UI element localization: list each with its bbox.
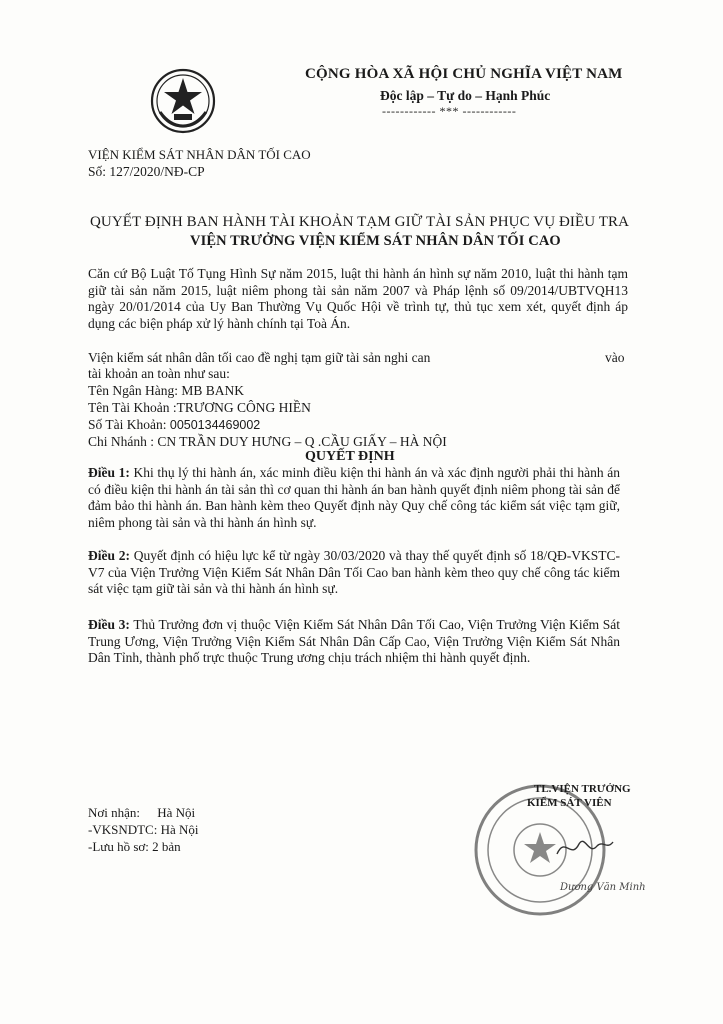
recipients-label: Nơi nhận: [88, 805, 141, 820]
article-2 [88, 548, 620, 598]
article-3-label: Điều 3: [88, 617, 130, 632]
bank-value: MB BANK [181, 383, 244, 398]
motto-divider: ------------ *** ------------ [382, 104, 517, 118]
request-text-line2: tài khoản an toàn như sau: [88, 366, 230, 381]
article-2-label: Điều 2: [88, 548, 130, 563]
article-3-text: Thủ Trưởng đơn vị thuộc Viện Kiểm Sát Nhân Dân Tối Cao, Viện Trưởng Viện Kiểm Sát Trung Ương, Viện Trưởng Viện Kiểm Sát Nhân Dân Cấp Cao, Viện Trưởng Viện Kiểm Sát Nhân Dân Tỉnh, thành phố trực thuộc Trung ương chịu trách nhiệm thi hành quyết định. [88, 617, 621, 665]
request-line [88, 350, 430, 366]
article-1-text: Khi thụ lý thi hành án, xác minh điều kiện thi hành án và xác định người phải thi hành án có điều kiện thi hành án tài sản thì cơ quan thi hành án ban hành quyết định niêm phong tài sản để đảm bảo thi hành án. Ban hành kèm theo Quyết định này Quy chế công tác kiểm sát việc tạm giữ, niêm phong tài sản và thi hành án hình sự. [88, 465, 621, 530]
branch-label: Chi Nhánh [88, 434, 147, 449]
article-3 [88, 617, 620, 667]
decision-title: QUYẾT ĐỊNH BAN HÀNH TÀI KHOẢN TẠM GIỮ TÀI SẢN PHỤC VỤ ĐIỀU TRA [90, 214, 630, 230]
recipient-third: -Lưu hồ sơ: 2 bản [88, 839, 181, 854]
branch-row [88, 434, 447, 450]
decision-heading: QUYẾT ĐỊNH [305, 449, 395, 464]
article-1-label: Điều 1: [88, 465, 130, 480]
bank-label: Tên Ngân Hàng: [88, 383, 178, 398]
account-name-value: TRƯƠNG CÔNG HIỀN [176, 400, 311, 415]
branch-value: : CN TRẦN DUY HƯNG – Q .CẦU GIẤY – HÀ NỘI [150, 434, 447, 449]
preamble-paragraph: Căn cứ Bộ Luật Tố Tụng Hình Sự năm 2015, luật thi hành án hình sự năm 2010, luật thi hành tạm giữ tài sản năm 2015, luật niêm phong tài sản năm 2007 và Pháp lệnh số 09/2014/UBTVQH13 ngày 20/01/2014 của Uy Ban Thường Vụ Quốc Hội về trình tự, thủ tục xem xét, quyết định áp dụng các biện pháp xử lý hành chính tại Toà Án. [88, 266, 628, 331]
account-number-row [88, 417, 260, 433]
issuer-title: VIỆN TRƯỞNG VIỆN KIỂM SÁT NHÂN DÂN TỐI CAO [190, 233, 561, 249]
recipient-second: -VKSNDTC: Hà Nội [88, 822, 199, 837]
article-1 [88, 465, 620, 531]
account-name-label: Tên Tài Khoản : [88, 400, 177, 415]
national-motto: Độc lập – Tự do – Hạnh Phúc [380, 88, 551, 103]
handwritten-signature-icon [555, 832, 615, 862]
article-2-text: Quyết định có hiệu lực kể từ ngày 30/03/2020 và thay thế quyết định số 18/QĐ-VKSTC-V7 của Viện Trưởng Viện Kiểm Sát Nhân Dân Tối Cao ban hành kèm theo quy chế công tác kiểm sát việc tạm giữ tài sản và thi hành án hình sự. [88, 548, 621, 596]
national-emblem-icon [150, 68, 216, 134]
recipient-first: Hà Nội [157, 805, 196, 820]
account-name-row [88, 400, 311, 416]
nation-heading: CỘNG HÒA XÃ HỘI CHỦ NGHĨA VIỆT NAM [305, 66, 623, 82]
signer-name: Dương Văn Minh [560, 882, 646, 893]
account-number-label: Số Tài Khoản: [88, 417, 167, 432]
request-text-end: vào [605, 350, 625, 365]
recipients-first-row [88, 805, 195, 821]
bank-row [88, 383, 244, 399]
issuing-agency: VIỆN KIỂM SÁT NHÂN DÂN TỐI CAO [88, 147, 311, 162]
account-number-value: 0050134469002 [169, 418, 261, 432]
signature-role: KIỂM SÁT VIÊN [527, 797, 612, 809]
request-text: Viện kiểm sát nhân dân tối cao đề nghị tạm giữ tài sản nghi can [88, 350, 431, 365]
document-number: Số: 127/2020/NĐ-CP [88, 164, 205, 179]
signature-title: TL.VIỆN TRƯỞNG [534, 783, 631, 795]
